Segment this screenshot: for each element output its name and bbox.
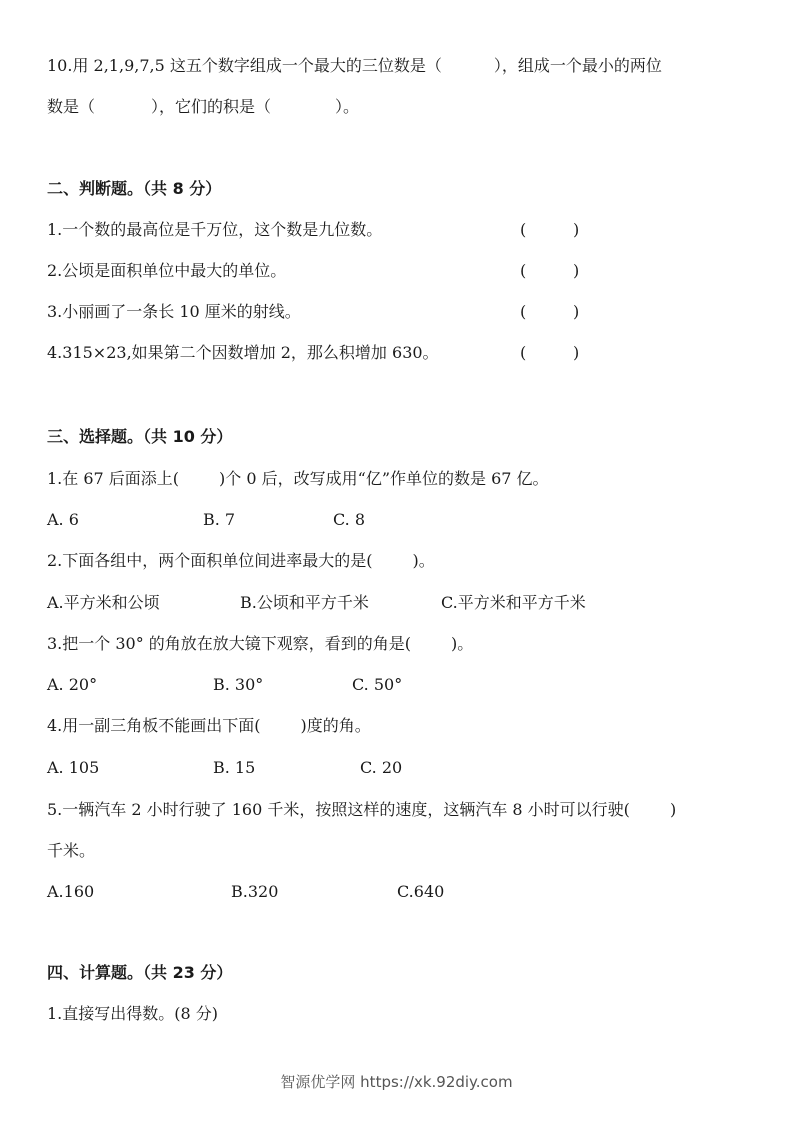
- q10-text-d: ），它们的积是（: [151, 97, 272, 116]
- judge-item-2: 2.公顷是面积单位中最大的单位。: [47, 261, 287, 280]
- choice-q1-text-b: )个 0 后，改写成用“亿”作单位的数是 67 亿。: [219, 469, 549, 488]
- judge-answer-4-close[interactable]: ): [573, 343, 580, 362]
- q10-text-b: ），组成一个最小的两位: [493, 56, 662, 75]
- judge-item-1: 1.一个数的最高位是千万位，这个数是九位数。: [47, 220, 383, 239]
- judge-answer-2-open[interactable]: (: [520, 261, 527, 280]
- choice-q2-stem: [47, 551, 435, 571]
- judge-answer-3-close[interactable]: ): [573, 302, 580, 321]
- watermark-footer: 智源优学网 https://xk.92diy.com: [280, 1073, 513, 1091]
- choice-q5-stem: [47, 800, 676, 820]
- choice-q5-text-a: 5.一辆汽车 2 小时行驶了 160 千米，按照这样的速度，这辆汽车 8 小时可以行驶(: [47, 800, 630, 819]
- judge-answer-1-open[interactable]: (: [520, 220, 527, 239]
- choice-q4-option-c[interactable]: C. 20: [360, 758, 403, 777]
- choice-q4-text-a: 4.用一副三角板不能画出下面(: [47, 716, 261, 735]
- choice-q1-option-a[interactable]: A. 6: [47, 510, 79, 529]
- choice-q1-text-a: 1.在 67 后面添上(: [47, 469, 180, 488]
- judge-answer-1-close[interactable]: ): [573, 220, 580, 239]
- choice-q3-text-a: 3.把一个 30° 的角放在放大镜下观察，看到的角是(: [47, 634, 412, 653]
- choice-q4-option-b[interactable]: B. 15: [213, 758, 256, 777]
- choice-q5-option-a[interactable]: A.160: [47, 882, 95, 901]
- section3-title: 三、选择题。（共 10 分）: [47, 427, 233, 446]
- choice-q3-option-a[interactable]: A. 20°: [47, 675, 98, 694]
- q10-line1: [47, 56, 662, 76]
- judge-item-3: 3.小丽画了一条长 10 厘米的射线。: [47, 302, 301, 321]
- choice-q2-option-b[interactable]: B.公顷和平方千米: [240, 593, 369, 612]
- choice-q1-option-c[interactable]: C. 8: [333, 510, 366, 529]
- section4-title: 四、计算题。（共 23 分）: [47, 963, 233, 982]
- choice-q5-option-b[interactable]: B.320: [231, 882, 279, 901]
- choice-q5-option-c[interactable]: C.640: [397, 882, 445, 901]
- choice-q4-stem: [47, 716, 371, 736]
- choice-q5-stem-cont: 千米。: [47, 841, 96, 860]
- choice-q5-text-b: ): [669, 800, 677, 819]
- choice-q3-text-b: )。: [451, 634, 474, 653]
- q10-text-a: 10.用 2,1,9,7,5 这五个数字组成一个最大的三位数是（: [47, 56, 442, 75]
- calc-q1: 1.直接写出得数。(8 分): [47, 1004, 219, 1023]
- judge-item-4: 4.315×23,如果第二个因数增加 2，那么积增加 630。: [47, 343, 439, 362]
- judge-answer-4-open[interactable]: (: [520, 343, 527, 362]
- choice-q2-text-b: )。: [412, 551, 435, 570]
- choice-q1-option-b[interactable]: B. 7: [203, 510, 236, 529]
- judge-answer-3-open[interactable]: (: [520, 302, 527, 321]
- choice-q2-option-c[interactable]: C.平方米和平方千米: [441, 593, 586, 612]
- choice-q3-option-b[interactable]: B. 30°: [213, 675, 264, 694]
- choice-q2-text-a: 2.下面各组中，两个面积单位间进率最大的是(: [47, 551, 373, 570]
- q10-text-e: ）。: [335, 97, 360, 116]
- judge-answer-2-close[interactable]: ): [573, 261, 580, 280]
- choice-q3-option-c[interactable]: C. 50°: [352, 675, 403, 694]
- choice-q4-option-a[interactable]: A. 105: [47, 758, 100, 777]
- choice-q1-stem: [47, 469, 549, 489]
- choice-q4-text-b: )度的角。: [300, 716, 371, 735]
- choice-q2-option-a[interactable]: A.平方米和公顷: [47, 593, 160, 612]
- choice-q3-stem: [47, 634, 473, 654]
- q10-line2: [47, 97, 359, 117]
- q10-text-c: 数是（: [47, 97, 96, 116]
- section2-title: 二、判断题。（共 8 分）: [47, 179, 222, 198]
